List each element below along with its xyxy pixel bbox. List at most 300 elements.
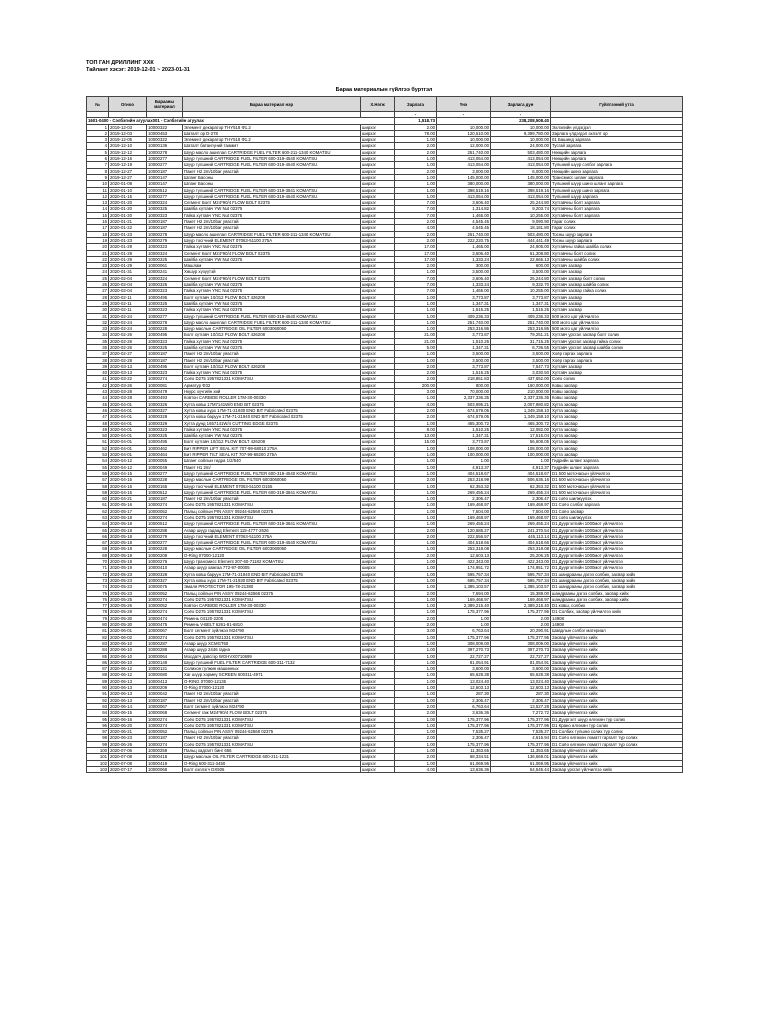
table-cell: 175,377.96 bbox=[437, 722, 491, 728]
table-cell: D1 соёо шилжүүлэх bbox=[551, 515, 683, 521]
table-cell: 1.00 bbox=[395, 420, 437, 426]
table-cell: 64 bbox=[87, 521, 109, 527]
table-cell: 1.00 bbox=[395, 193, 437, 199]
table-cell: D1 Дүүргэлт шүүр өлгөхөн түр солих bbox=[551, 716, 683, 722]
table-cell: 10000187 bbox=[147, 351, 183, 357]
table-cell: 175,377.96 bbox=[437, 609, 491, 615]
table-cell: 1.00 bbox=[395, 565, 437, 571]
table-cell: 175,377.96 bbox=[437, 634, 491, 640]
table-cell: Шүүр түлшний CARTRIDGE FUEL FILTER 600-319-4540 KOMATSU bbox=[183, 193, 361, 199]
table-cell: Соёо D275 1957821331 KOMATSU bbox=[183, 515, 361, 521]
table-cell: 2020-05-25 bbox=[109, 596, 147, 602]
table-cell: 4,913.37 bbox=[491, 464, 551, 470]
table-cell: 10000068 bbox=[147, 766, 183, 772]
table-cell: 1.00 bbox=[395, 666, 437, 672]
col-header: Бараа материал нэр bbox=[183, 97, 361, 112]
table-cell: 2020-04-01 bbox=[109, 445, 147, 451]
table-cell: 10000279 bbox=[147, 533, 183, 539]
table-cell: Түлшний шүүр сэлбэг зарлага bbox=[551, 162, 683, 168]
table-cell: 12,000.00 bbox=[437, 143, 491, 149]
table-cell: 4,616.94 bbox=[491, 735, 551, 741]
table-cell: 2020-05-23 bbox=[109, 577, 147, 583]
table-cell: 10000419 bbox=[147, 760, 183, 766]
table-cell: 13 bbox=[87, 200, 109, 206]
table-cell: 12,603.13 bbox=[437, 552, 491, 558]
table-cell: 10000324 bbox=[147, 250, 183, 256]
table-cell: 595,757.34 bbox=[437, 571, 491, 577]
table-cell: 160,000.00 bbox=[491, 382, 551, 388]
table-cell: 3,636.36 bbox=[437, 710, 491, 716]
table-cell: Нөөцийн зарлага bbox=[551, 156, 683, 162]
table-cell: ширхэг bbox=[361, 351, 395, 357]
table-cell: 10000147 bbox=[147, 174, 183, 180]
table-cell: 1.00 bbox=[437, 615, 491, 621]
table-cell: 10000325 bbox=[147, 344, 183, 350]
table-cell: Арматур Ф32 bbox=[183, 382, 361, 388]
group-amount: 238,208,508.40 bbox=[491, 118, 551, 124]
table-cell: 01 Башинд зарлага bbox=[551, 137, 683, 143]
table-cell: Хүтгавч засвар bbox=[551, 263, 683, 269]
table-cell: 10000274 bbox=[147, 716, 183, 722]
table-cell: 120,510.00 bbox=[437, 130, 491, 136]
table-cell: 1,385,103.57 bbox=[437, 584, 491, 590]
table-cell: 1.00 bbox=[395, 647, 437, 653]
table-cell: 10000042 bbox=[147, 691, 183, 697]
table-cell: 10000325 bbox=[147, 206, 183, 212]
table-cell: 75 bbox=[87, 590, 109, 596]
table-cell: D1 соёо шилжүүлэх bbox=[551, 496, 683, 502]
table-cell: Хүтгавч засвар bbox=[551, 363, 683, 369]
table-cell: 422,343.00 bbox=[437, 559, 491, 565]
table-cell: 218,851.83 bbox=[437, 376, 491, 382]
table-cell: 2020-06-16 bbox=[109, 716, 147, 722]
table-cell: Шүүр түлшний CARTRIDGE FUEL FILTER 600-319-4540 KOMATSU bbox=[183, 313, 361, 319]
table-cell: ширхэг bbox=[361, 231, 395, 237]
table-cell: 2020-01-15 bbox=[109, 193, 147, 199]
table-cell: Шүүр масло ашиглал CARTRIDGE FUEL FILTER 600-211-1340 KOMATSU bbox=[183, 149, 361, 155]
table-cell: Засвар үйлчилгээ хийх bbox=[551, 647, 683, 653]
table-cell: 7.00 bbox=[395, 200, 437, 206]
table-cell: 2020-02-04 bbox=[109, 275, 147, 281]
table-cell: 3,500.00 bbox=[491, 351, 551, 357]
table-cell: 10000327 bbox=[147, 577, 183, 583]
table-cell: 50 bbox=[87, 433, 109, 439]
table-cell: Соёо солих bbox=[551, 376, 683, 382]
table-cell: 2020-01-23 bbox=[109, 231, 147, 237]
table-row bbox=[87, 766, 683, 772]
table-cell: Агаар шүүр гадаад Element 115-4777-2626 bbox=[183, 527, 361, 533]
table-cell: 10000187 bbox=[147, 697, 183, 703]
table-cell: 2.00 bbox=[395, 754, 437, 760]
table-cell: 23 bbox=[87, 263, 109, 269]
table-cell: ширхэг bbox=[361, 766, 395, 772]
table-cell: ширхэг bbox=[361, 458, 395, 464]
table-cell: Сегмент Болт M24*90/4 FLOW BOLT 02375 bbox=[183, 275, 361, 281]
table-cell: 2020-04-12 bbox=[109, 458, 147, 464]
table-cell: 2020-01-21 bbox=[109, 219, 147, 225]
table-cell: 7,535.27 bbox=[491, 729, 551, 735]
table-cell: 10,000.00 bbox=[491, 124, 551, 130]
table-cell: 10000277 bbox=[147, 193, 183, 199]
table-cell: 413,054.00 bbox=[491, 193, 551, 199]
table-cell: ширхэг bbox=[361, 546, 395, 552]
table-cell: 3,600.00 bbox=[491, 666, 551, 672]
table-cell: 2019-12-12 bbox=[109, 149, 147, 155]
table-cell: Шаталт батангүний тааммт bbox=[183, 143, 361, 149]
table-cell: 10000055 bbox=[147, 458, 183, 464]
table-cell: ширхэг bbox=[361, 162, 395, 168]
table-cell: ширхэг bbox=[361, 685, 395, 691]
table-cell: ширхэг bbox=[361, 628, 395, 634]
table-cell: 2020-06-10 bbox=[109, 640, 147, 646]
table-cell: ширхэг bbox=[361, 225, 395, 231]
table-cell: 10000493 bbox=[147, 395, 183, 401]
table-cell: 67 bbox=[87, 540, 109, 546]
table-cell: Агаар шүүр 2446 гадна bbox=[183, 647, 361, 653]
table-cell: 45 bbox=[87, 401, 109, 407]
table-cell: 169,468.97 bbox=[491, 596, 551, 602]
table-cell: Машлам bbox=[183, 263, 361, 269]
table-cell: 10000324 bbox=[147, 200, 183, 206]
table-cell: 81 bbox=[87, 628, 109, 634]
table-cell: 62,353.32 bbox=[491, 483, 551, 489]
table-cell: Пакет H2 2m/10bar уяастай bbox=[183, 219, 361, 225]
table-cell: 2020-01-29 bbox=[109, 263, 147, 269]
table-cell: Засвар үйлчилгээ хийх bbox=[551, 710, 683, 716]
table-cell: 37 bbox=[87, 351, 109, 357]
table-cell: 1.00 bbox=[395, 596, 437, 602]
table-cell: 2020-05-18 bbox=[109, 515, 147, 521]
table-cell: 10000209 bbox=[147, 685, 183, 691]
table-cell: Пакет H2 2m/10bar уяастай bbox=[183, 735, 361, 741]
table-cell: 10000228 bbox=[147, 546, 183, 552]
table-cell: Зарлага үлдэгдэл эхлэлт ор bbox=[551, 130, 683, 136]
table-cell: ширхэг bbox=[361, 256, 395, 262]
table-cell: Хутга ковш хүрх 17M-71-21930 END BIT Fabricated 02375 bbox=[183, 407, 361, 413]
table-cell: 9,399,780.00 bbox=[491, 130, 551, 136]
table-cell: 60 bbox=[87, 496, 109, 502]
table-cell: 2020-05-23 bbox=[109, 590, 147, 596]
table-cell: 7.00 bbox=[395, 212, 437, 218]
table-cell: ширхэг bbox=[361, 521, 395, 527]
table-cell: 175,377.96 bbox=[491, 634, 551, 640]
table-cell: ширхэг bbox=[361, 590, 395, 596]
table-cell: 2020-06-26 bbox=[109, 741, 147, 747]
table-cell: Шайба хүтгавч YW Nut 02375 bbox=[183, 433, 361, 439]
table-cell: 10000325 bbox=[147, 433, 183, 439]
table-cell: ширхэг bbox=[361, 502, 395, 508]
col-header: Зарлага дүн bbox=[491, 97, 551, 112]
table-cell: 68,334.51 bbox=[437, 754, 491, 760]
table-cell: 1.00 bbox=[395, 357, 437, 363]
table-cell: Хутга засвар bbox=[551, 414, 683, 420]
table-cell: 20,290.91 bbox=[491, 628, 551, 634]
table-cell: 71 bbox=[87, 565, 109, 571]
table-cell: 1.00 bbox=[395, 162, 437, 168]
table-cell: 1.00 bbox=[395, 269, 437, 275]
table-cell: 2020-02-04 bbox=[109, 288, 147, 294]
table-cell: Засвар үйлчилгээ хийх bbox=[551, 703, 683, 709]
table-cell: ширхэг bbox=[361, 269, 395, 275]
table-cell: 2,337,336.35 bbox=[437, 395, 491, 401]
table-cell: 397,270.73 bbox=[491, 647, 551, 653]
col-header: Зарлага bbox=[395, 97, 437, 112]
table-cell: 1.00 bbox=[395, 559, 437, 565]
table-cell: Сегмент Болт M24*90/4 FLOW BOLT 02375 bbox=[183, 200, 361, 206]
table-cell: 380,000.00 bbox=[437, 181, 491, 187]
table-cell: Болт хүтгавч 10/312 PLOW BOLT 426208 bbox=[183, 439, 361, 445]
table-cell: 1.00 bbox=[395, 174, 437, 180]
table-cell: 3,773.87 bbox=[491, 294, 551, 300]
table-cell: Бит RIPPER TILT SEAL KIT 707-99-68200 275A bbox=[183, 452, 361, 458]
table-cell: 1.00 bbox=[395, 458, 437, 464]
table-cell: 10000067 bbox=[147, 628, 183, 634]
table-cell: O-Ring 07000-12120 bbox=[183, 552, 361, 558]
table-cell: 174,951.72 bbox=[491, 565, 551, 571]
table-cell: 3,500.00 bbox=[437, 357, 491, 363]
table-cell: ширхэг bbox=[361, 439, 395, 445]
table-cell: 1.00 bbox=[395, 722, 437, 728]
table-cell: 10000228 bbox=[147, 326, 183, 332]
table-cell: 10000279 bbox=[147, 237, 183, 243]
table-cell: D1 шандрааны дэгээ солбих, засвар хийх bbox=[551, 571, 683, 577]
table-cell: 10000274 bbox=[147, 609, 183, 615]
table-cell: D1 500 моточасын үйлчилгээ bbox=[551, 477, 683, 483]
table-cell: Хоёр гаргах зарлага bbox=[551, 357, 683, 363]
table-cell: 1.00 bbox=[395, 307, 437, 313]
table-cell: 2,389,215.40 bbox=[491, 603, 551, 609]
table-cell: 25 bbox=[87, 275, 109, 281]
table-cell: 12,603.13 bbox=[437, 685, 491, 691]
table-cell: Хаг шүүр хэрмнү SCREEN 600311-4971 bbox=[183, 672, 361, 678]
table-cell: Пакет H1 2m/ bbox=[183, 464, 361, 470]
table-cell: 2.00 bbox=[395, 376, 437, 382]
table-cell: 10000324 bbox=[147, 275, 183, 281]
table-cell: Гараг солих bbox=[551, 219, 683, 225]
table-cell: 175,377.96 bbox=[491, 741, 551, 747]
table-cell: ширхэг bbox=[361, 143, 395, 149]
table-cell: 1,515.25 bbox=[437, 307, 491, 313]
table-cell: 86 bbox=[87, 659, 109, 665]
table-cell: 2020-06-14 bbox=[109, 703, 147, 709]
table-cell: 16 bbox=[87, 219, 109, 225]
table-cell: 10000277 bbox=[147, 162, 183, 168]
table-cell: 2020-06-10 bbox=[109, 647, 147, 653]
table-cell: 61,069.95 bbox=[437, 760, 491, 766]
table-cell: Засвар үйлчилгээ хийх bbox=[551, 659, 683, 665]
table-cell: 174,951.72 bbox=[437, 565, 491, 571]
table-cell: 53 bbox=[87, 452, 109, 458]
table-cell: Хүтгавч засвар bbox=[551, 294, 683, 300]
table-cell: 1.00 bbox=[395, 445, 437, 451]
table-cell: 2020-01-31 bbox=[109, 269, 147, 275]
table-cell: Гайка хүтгавч YNC Nut 02375 bbox=[183, 212, 361, 218]
table-cell: 2019-12-16 bbox=[109, 156, 147, 162]
table-cell: ширхэг bbox=[361, 515, 395, 521]
table-cell: Шүүр түлшний CARTRIDGE FUEL FILTER 600-319-3841 KOMATSU bbox=[183, 187, 361, 193]
table-cell: 47 bbox=[87, 414, 109, 420]
table-cell: 14908 bbox=[551, 615, 683, 621]
table-cell: 404,518.67 bbox=[437, 470, 491, 476]
table-cell: 10000325 bbox=[147, 282, 183, 288]
table-cell: 4,545.45 bbox=[437, 219, 491, 225]
table-cell: 33 bbox=[87, 326, 109, 332]
table-cell: 48 bbox=[87, 420, 109, 426]
table-cell: ширхэг bbox=[361, 206, 395, 212]
table-cell: 1.00 bbox=[395, 313, 437, 319]
table-cell: 10000052 bbox=[147, 729, 183, 735]
table-cell: 72 bbox=[87, 571, 109, 577]
table-cell: 17.00 bbox=[395, 256, 437, 262]
table-cell: Бит RIPPER LIFT SEAL KIT 707-99-68010 275A bbox=[183, 445, 361, 451]
table-cell: 398,519.16 bbox=[491, 187, 551, 193]
col-header: Х.Нэгж bbox=[361, 97, 395, 112]
table-cell: 90 bbox=[87, 685, 109, 691]
table-cell: 7,535.27 bbox=[437, 729, 491, 735]
table-cell: 2020-03-13 bbox=[109, 363, 147, 369]
table-cell: 674,579.05 bbox=[437, 414, 491, 420]
table-cell: 269,455.24 bbox=[491, 489, 551, 495]
table-cell: 2020-02-11 bbox=[109, 294, 147, 300]
table-cell: 2.00 bbox=[395, 477, 437, 483]
table-cell: 4,913.37 bbox=[437, 464, 491, 470]
table-cell: 1,333.24 bbox=[437, 282, 491, 288]
table-cell: 1,347.31 bbox=[437, 344, 491, 350]
table-cell: 253,318.99 bbox=[437, 477, 491, 483]
table-cell: ширхэг bbox=[361, 357, 395, 363]
table-cell: 287.30 bbox=[491, 691, 551, 697]
table-cell: 2020-05-18 bbox=[109, 533, 147, 539]
table-cell: Пакет H2 2m/10bar уяастай bbox=[183, 168, 361, 174]
table-cell: 2.00 bbox=[395, 407, 437, 413]
table-cell: ширхэг bbox=[361, 420, 395, 426]
table-cell: 2020-05-19 bbox=[109, 552, 147, 558]
table-cell: 10000274 bbox=[147, 634, 183, 640]
table-cell: ширхэг bbox=[361, 263, 395, 269]
table-cell: ширхэг bbox=[361, 716, 395, 722]
table-cell: 422,343.00 bbox=[491, 559, 551, 565]
table-cell: 2020-04-01 bbox=[109, 439, 147, 445]
table-cell: 413,054.00 bbox=[491, 162, 551, 168]
table-cell: ширхэг bbox=[361, 747, 395, 753]
table-cell: Ремень V-BELT 6261-81-6810 bbox=[183, 622, 361, 628]
table-cell: 1.00 bbox=[395, 653, 437, 659]
table-cell: 10000277 bbox=[147, 156, 183, 162]
table-cell: 2.00 bbox=[395, 735, 437, 741]
table-cell: 17,515.04 bbox=[491, 433, 551, 439]
table-cell: Шүүр түлшний CARTRIDGE FUEL FILTER 600-319-4540 KOMATSU bbox=[183, 156, 361, 162]
table-cell: 9,332.70 bbox=[491, 282, 551, 288]
table-cell: 2020-02-26 bbox=[109, 344, 147, 350]
table-cell: Хүтгавчны болт солих bbox=[551, 250, 683, 256]
table-cell: 500 мото цаг үйлчилгээ bbox=[551, 319, 683, 325]
table-cell: 175,377.96 bbox=[437, 741, 491, 747]
table-cell: ширхэг bbox=[361, 760, 395, 766]
table-cell: 210,000.00 bbox=[491, 389, 551, 395]
table-cell: 1.00 bbox=[395, 326, 437, 332]
table-cell: D1 Соёо засвар bbox=[551, 508, 683, 514]
table-cell: 10000474 bbox=[147, 615, 183, 621]
table-cell: Ковш засвар bbox=[551, 395, 683, 401]
table-cell: 251,740.00 bbox=[491, 319, 551, 325]
table-cell: 62 bbox=[87, 508, 109, 514]
table-cell: ширхэг bbox=[361, 659, 395, 665]
table-cell: 2020-04-12 bbox=[109, 464, 147, 470]
table-cell: 41 bbox=[87, 376, 109, 382]
table-cell: 1.00 bbox=[437, 622, 491, 628]
table-cell: Хутга ковш баруун 17M-71-21940 END BIT Fabricated 02375 bbox=[183, 414, 361, 420]
table-cell: 437,652.00 bbox=[491, 376, 551, 382]
table-cell: ширхэг bbox=[361, 401, 395, 407]
table-cell: 1.00 bbox=[395, 470, 437, 476]
table-cell: 3,600.00 bbox=[437, 666, 491, 672]
table-cell: Нөөцийн зарлага bbox=[551, 149, 683, 155]
table-cell: 52 bbox=[87, 445, 109, 451]
table-cell: Соёо D275 1957821331 KOMATSU bbox=[183, 376, 361, 382]
table-cell: 10000329 bbox=[147, 420, 183, 426]
table-cell: 10000495 bbox=[147, 363, 183, 369]
table-cell: 253,318.08 bbox=[437, 546, 491, 552]
table-cell: 10000495 bbox=[147, 439, 183, 445]
table-cell: 66 bbox=[87, 533, 109, 539]
table-cell: ширхэг bbox=[361, 382, 395, 388]
table-cell: 2,389,215.40 bbox=[437, 603, 491, 609]
table-cell: 503,480.00 bbox=[491, 149, 551, 155]
table-cell: 2019-12-03 bbox=[109, 130, 147, 136]
table-cell: 26 bbox=[87, 282, 109, 288]
table-cell: 2.00 bbox=[395, 622, 437, 628]
table-cell: 10000323 bbox=[147, 426, 183, 432]
table-cell: ширхэг bbox=[361, 319, 395, 325]
table-cell: 269,455.24 bbox=[437, 521, 491, 527]
table-cell: 10,000.00 bbox=[437, 124, 491, 130]
table-cell: 7,504.00 bbox=[491, 508, 551, 514]
table-cell: Шаталт ор D-278 bbox=[183, 130, 361, 136]
table-cell: ширхэг bbox=[361, 508, 395, 514]
table-cell: ширхэг bbox=[361, 137, 395, 143]
table-cell: 5 bbox=[87, 149, 109, 155]
table-cell: 24,905.00 bbox=[491, 244, 551, 250]
table-cell: 22,727.27 bbox=[437, 653, 491, 659]
table-cell: 10,000.00 bbox=[491, 137, 551, 143]
table-cell: 13.00 bbox=[395, 433, 437, 439]
table-cell: ширхэг bbox=[361, 470, 395, 476]
table-cell: 81,054.91 bbox=[491, 659, 551, 665]
table-cell: ширхэг bbox=[361, 729, 395, 735]
table-cell: 2020-02-11 bbox=[109, 307, 147, 313]
table-cell: 404,518.66 bbox=[491, 540, 551, 546]
table-cell: ширхэг bbox=[361, 376, 395, 382]
table-cell: 54,545.44 bbox=[491, 766, 551, 772]
table-cell: Хөшүр хүзүүтэй bbox=[183, 269, 361, 275]
table-cell: Шүүр тосгчний ELEMENT 07063-51100 275A bbox=[183, 237, 361, 243]
table-cell: 10000147 bbox=[147, 181, 183, 187]
table-cell: D1 Дүүргэлтийн 1000мот үйлчилгээ bbox=[551, 527, 683, 533]
table-cell: 2020-03-13 bbox=[109, 370, 147, 376]
table-cell: 2020-06-10 bbox=[109, 653, 147, 659]
table-cell: Засвар үйлчилгээ хийх bbox=[551, 685, 683, 691]
table-cell: ширхэг bbox=[361, 596, 395, 602]
table-cell: D1 500 моточасын үйлчилгээ bbox=[551, 489, 683, 495]
table-cell: 2020-05-18 bbox=[109, 527, 147, 533]
table-cell: Хүтгавч засвар шайба солих bbox=[551, 282, 683, 288]
table-cell: 98 bbox=[87, 735, 109, 741]
table-cell: Соёо D275 1957821331 KOMATSU bbox=[183, 609, 361, 615]
table-cell: Болт хүтгавч 10/312 PLOW BOLT 426208 bbox=[183, 363, 361, 369]
table-cell: 10000495 bbox=[147, 294, 183, 300]
table-cell: Эхлэлийн үлдэгдэл bbox=[551, 124, 683, 130]
table-cell: 6,763.64 bbox=[437, 703, 491, 709]
